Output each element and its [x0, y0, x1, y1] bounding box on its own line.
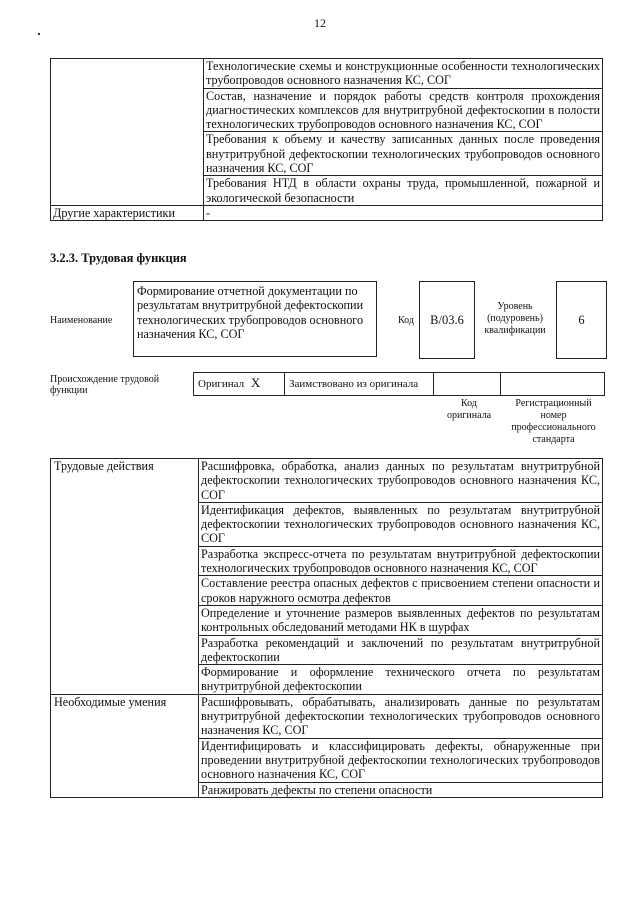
- origin-table: [193, 372, 605, 396]
- skills-label: Необходимые умения: [51, 694, 199, 797]
- table-cell: Требования к объему и качеству записанных данных после проведения внутритрубной дефектоскопии технологических трубопроводов основного назначения КС, СОГ: [204, 132, 603, 176]
- code-label: Код: [398, 315, 414, 326]
- table-cell: Требования НТД в области охраны труда, промышленной, пожарной и экологической безопасности: [204, 176, 603, 206]
- table-cell: Разработка рекомендаций и заключений по результатам внутритрубной дефектоскопии: [199, 635, 603, 665]
- level-label-text: Уровень (подуровень) квалификации: [484, 301, 546, 336]
- scan-dot: [38, 33, 40, 35]
- level-box: 6: [556, 281, 607, 359]
- other-characteristics-value: -: [204, 205, 603, 220]
- table-cell: Технологические схемы и конструкционные особенности технологических трубопроводов основного назначения КС, СОГ: [204, 59, 603, 89]
- knowledge-table: [50, 58, 603, 221]
- table-cell: Составление реестра опасных дефектов с присвоением степени опасности и сроков наружного осмотра дефектов: [199, 576, 603, 606]
- original-cell: [194, 373, 285, 396]
- reg-number-label: Регистрационный номер профессионального стандарта: [511, 398, 596, 445]
- section-title: 3.2.3. Трудовая функция: [50, 251, 187, 265]
- table-cell: Идентификация дефектов, выявленных по результатам внутритрубной дефектоскопии технологических трубопроводов основного назначения КС, СОГ: [199, 502, 603, 546]
- table-cell: Разработка экспресс-отчета по результатам внутритрубной дефектоскопии технологических трубопроводов основного назначения КС, СОГ: [199, 546, 603, 576]
- table-cell: Ранжировать дефекты по степени опасности: [199, 782, 603, 797]
- table-row: [51, 694, 603, 738]
- labor-functions-table: [50, 458, 603, 798]
- page-number: 12: [314, 16, 326, 30]
- table-cell: Формирование и оформление технического отчета по результатам внутритрубной дефектоскопии: [199, 665, 603, 695]
- table-cell: Идентифицировать и классифицировать дефекты, обнаруженные при проведении внутритрубной дефектоскопии технологических трубопроводов основного назначения КС, СОГ: [199, 738, 603, 782]
- original-mark: X: [250, 375, 261, 391]
- level-label: [479, 301, 551, 337]
- table-cell: Расшифровывать, обрабатывать, анализировать данные по результатам внутритрубной дефектоскопии технологических трубопроводов основного назначения КС, СОГ: [199, 694, 603, 738]
- table-row: [51, 205, 603, 220]
- table-cell-empty: [51, 59, 204, 206]
- code-original-cell: [434, 373, 501, 396]
- original-label: Оригинал: [198, 378, 245, 391]
- function-name-box: Формирование отчетной документации по результатам внутритрубной дефектоскопии технологических трубопроводов основного назначения КС, СОГ: [133, 281, 377, 357]
- code-original-label: Код оригинала: [446, 398, 492, 421]
- actions-label: Трудовые действия: [51, 459, 199, 695]
- table-cell: Определение и уточнение размеров выявленных дефектов по результатам контрольных обследований методами НК в шурфах: [199, 605, 603, 635]
- function-code-box: В/03.6: [419, 281, 475, 359]
- reg-number-cell: [501, 373, 605, 396]
- borrowed-cell: Заимствовано из оригинала: [285, 373, 434, 396]
- table-cell: Состав, назначение и порядок работы средств контроля прохождения диагностических комплексов для внутритрубной дефектоскопии в полости технологических трубопроводов основного назначения КС, СОГ: [204, 88, 603, 132]
- table-row: [51, 459, 603, 503]
- table-cell: Расшифровка, обработка, анализ данных по результатам внутритрубной дефектоскопии технологических трубопроводов основного назначения КС, СОГ: [199, 459, 603, 503]
- name-label: Наименование: [50, 315, 113, 326]
- table-row: [194, 373, 605, 396]
- other-characteristics-label: Другие характеристики: [51, 205, 204, 220]
- origin-label: Происхождение трудовой функции: [50, 374, 160, 396]
- table-row: [51, 59, 603, 89]
